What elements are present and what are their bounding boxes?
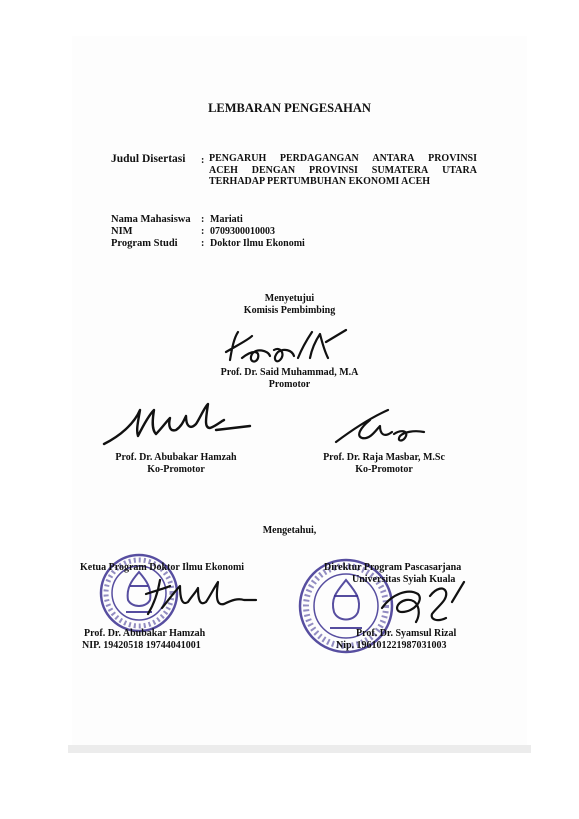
right-official-title-2: Universitas Syiah Kuala [352,574,456,585]
nama-value: Mariati [210,214,243,225]
approval-heading: Menyetujui [264,293,315,304]
left-official-nip: NIP. 19420518 19744041001 [82,640,201,651]
judul-word: UTARA [442,164,477,176]
nim-label: NIM [111,226,133,237]
judul-line-2 [201,165,477,177]
promotor-name: Prof. Dr. Said Muhammad, M.A [220,367,359,378]
promotor-role: Promotor [268,379,311,390]
nim-colon: : [201,226,205,237]
right-official-signature [372,578,472,630]
right-official-nip: Nip. 196101221987031003 [336,640,447,651]
judul-label: Judul Disertasi [111,153,186,165]
right-official-title-1: Direktur Program Pascasarjana [324,562,462,573]
judul-word: PROVINSI [428,153,477,164]
judul-word: PERDAGANGAN [279,153,359,164]
prodi-label: Program Studi [111,238,178,249]
judul-word: SUMATERA [371,164,429,176]
judul-word: ACEH [209,164,238,176]
right-official-name: Prof. Dr. Syamsul Rizal [356,628,457,639]
promotor-signature [222,328,362,368]
judul-line-3 [201,176,477,188]
kopromotor2-role: Ko-Promotor [355,464,413,475]
judul-word: TERHADAP PERTUMBUHAN EKONOMI ACEH [209,176,431,187]
left-official-name: Prof. Dr. Abubakar Hamzah [84,628,206,639]
judul-text [201,153,477,188]
prodi-colon: : [201,238,205,249]
judul-word: PROVINSI [309,164,358,176]
judul-word: ANTARA [372,153,415,164]
acknowledgement-heading: Mengetahui, [262,525,317,536]
nama-colon: : [201,214,205,225]
left-official-title: Ketua Program Doktor Ilmu Ekonomi [80,562,245,573]
judul-word: PENGARUH [209,153,267,164]
kopromotor1-name: Prof. Dr. Abubakar Hamzah [115,452,237,463]
kopromotor2-name: Prof. Dr. Raja Masbar, M.Sc [323,452,445,463]
page-edge [68,745,531,753]
left-official-signature [140,574,260,618]
document-title: LEMBARAN PENGESAHAN [208,101,371,115]
nama-label: Nama Mahasiswa [111,214,191,225]
nim-value: 0709300010003 [210,226,275,237]
prodi-value: Doktor Ilmu Ekonomi [210,238,305,249]
kopromotor2-signature [330,408,430,448]
judul-line-1 [201,153,477,165]
judul-colon: : [201,155,205,166]
kopromotor1-signature [100,400,260,448]
approval-subheading: Komisis Pembimbing [243,305,336,316]
kopromotor1-role: Ko-Promotor [147,464,205,475]
judul-word: DENGAN [251,164,296,176]
